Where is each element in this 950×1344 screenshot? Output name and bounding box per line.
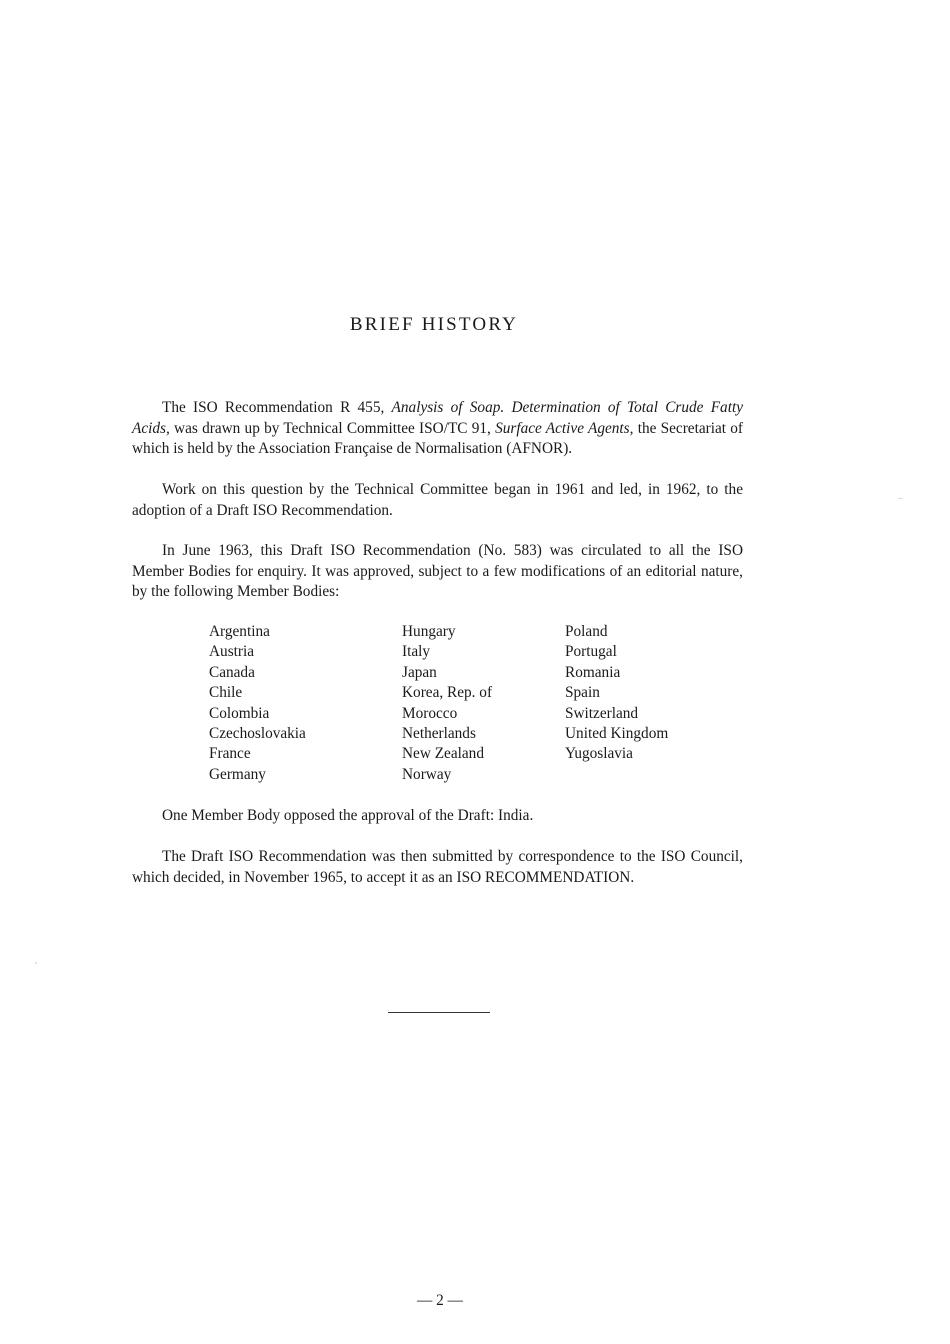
opposition-paragraph <box>132 806 743 827</box>
scan-mark <box>898 498 903 499</box>
list-item: Portugal <box>565 643 617 661</box>
list-item: Japan <box>402 663 437 681</box>
list-item: Spain <box>565 684 600 702</box>
section-divider <box>388 1012 490 1013</box>
list-item: New Zealand <box>402 745 484 763</box>
list-item: Colombia <box>209 704 270 722</box>
list-item: Czechoslovakia <box>209 725 306 743</box>
list-item: Italy <box>402 643 431 661</box>
member-list-column-1 <box>209 622 306 785</box>
intro-committee-title: Surface Active Agents, <box>495 419 634 437</box>
list-item: Korea, Rep. of <box>402 684 493 702</box>
list-item: Norway <box>402 765 452 783</box>
page-number: — 2 — <box>417 1292 463 1309</box>
member-list-column-3 <box>565 622 668 765</box>
council-text: The Draft ISO Recommendation was then submitted by correspondence to the ISO Council, which decided, in November 1965, to accept it as an ISO RECOMMENDATION. <box>132 848 743 886</box>
list-item: Argentina <box>209 623 270 640</box>
list-item: Switzerland <box>565 704 639 722</box>
list-item: United Kingdom <box>565 725 669 743</box>
work-paragraph <box>132 480 743 521</box>
list-item: Netherlands <box>402 725 476 743</box>
list-item: Poland <box>565 623 608 640</box>
scan-mark <box>35 962 37 964</box>
list-item: Hungary <box>402 623 456 640</box>
intro-text-2: was drawn up by Technical Committee ISO/TC 91, <box>169 419 496 437</box>
list-item: Yugoslavia <box>565 745 633 763</box>
list-item: Morocco <box>402 704 458 722</box>
list-item: France <box>209 745 251 763</box>
council-paragraph <box>132 847 743 888</box>
intro-standard-title: Analysis of Soap. Determination of Total Crude Fatty Acids, <box>132 399 743 437</box>
work-text: Work on this question by the Technical Committee began in 1961 and led, in 1962, to the adoption of a Draft ISO Recommendation. <box>132 481 743 519</box>
page-title: BRIEF HISTORY <box>349 314 519 335</box>
enquiry-paragraph <box>132 541 743 603</box>
enquiry-text: In June 1963, this Draft ISO Recommendation (No. 583) was circulated to all the ISO Member Bodies for enquiry. It was approved, subject to a few modifications of an editorial nature, by the following Member Bodies: <box>132 542 743 600</box>
member-list-column-2 <box>402 622 492 785</box>
opposition-text: One Member Body opposed the approval of the Draft: India. <box>162 807 534 824</box>
intro-text-1: The ISO Recommendation R 455, <box>162 399 392 416</box>
list-item: Romania <box>565 663 621 681</box>
intro-text-3: the Secretariat of which is held by the Association Française de Normalisation (AFNOR). <box>132 419 744 457</box>
list-item: Austria <box>209 643 255 661</box>
list-item: Chile <box>209 684 243 702</box>
intro-paragraph <box>132 398 743 460</box>
list-item: Canada <box>209 663 255 681</box>
list-item: Germany <box>209 765 266 783</box>
